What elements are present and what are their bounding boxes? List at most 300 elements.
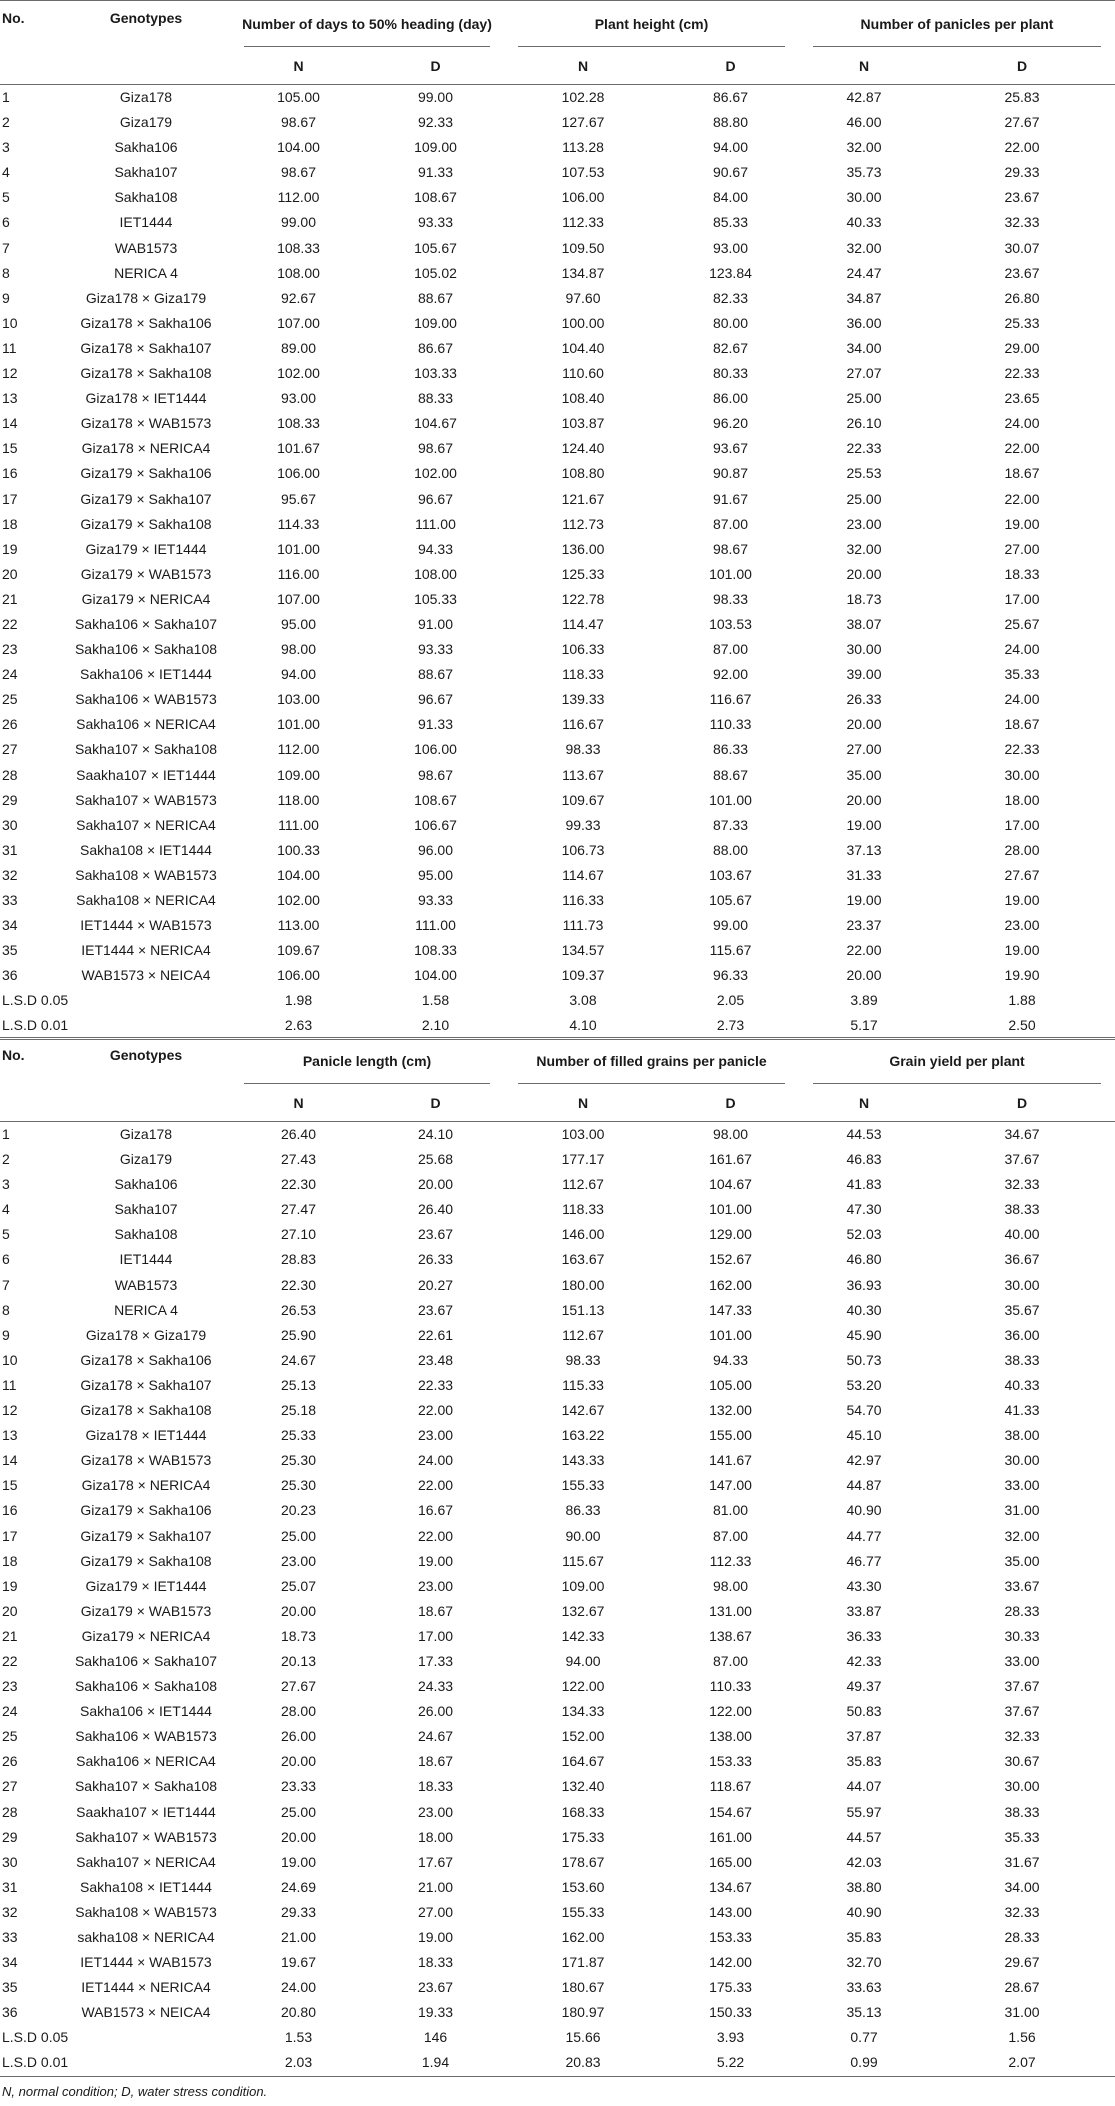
cell-value: 92.33 xyxy=(417,114,454,131)
cell-value: 86.67 xyxy=(417,339,454,356)
cell-value: 180.67 xyxy=(561,1979,605,1996)
cell-genotype: Giza178 xyxy=(119,89,173,105)
cell-value: 129.00 xyxy=(709,1226,752,1243)
cell-value: 102.00 xyxy=(277,365,320,382)
table-yield-traits-part1 xyxy=(0,0,1115,1040)
cell-value: 125.33 xyxy=(561,565,605,582)
cell-value: 168.33 xyxy=(561,1803,605,1820)
cell-value: 35.00 xyxy=(846,766,882,783)
cell-value: 152.00 xyxy=(561,1728,605,1745)
cell-genotype: Sakha108 xyxy=(114,1226,178,1243)
cell-value: 31.67 xyxy=(1004,1853,1040,1870)
cell-value: 35.67 xyxy=(1004,1301,1040,1318)
cell-value: 162.00 xyxy=(709,1276,752,1293)
cell-value: 33.67 xyxy=(1004,1577,1040,1594)
table-row xyxy=(0,1649,1115,1674)
column-group-label: Number of filled grains per panicle xyxy=(536,1053,767,1069)
table-row xyxy=(0,963,1115,988)
table-row xyxy=(0,1674,1115,1699)
cell-value: 19.00 xyxy=(846,892,882,908)
column-header-no: No. xyxy=(2,10,25,26)
table-row xyxy=(0,1498,1115,1523)
table-row xyxy=(0,637,1115,662)
cell-genotype: Sakha106 × WAB1573 xyxy=(75,691,217,708)
cell-value: 30.07 xyxy=(1004,239,1040,256)
cell-value: 93.67 xyxy=(712,440,749,457)
cell-value: 24.00 xyxy=(280,1979,317,1996)
group-underline xyxy=(244,46,490,47)
table-row xyxy=(0,988,1115,1013)
cell-value: 106.00 xyxy=(277,465,320,482)
cell-value: 46.83 xyxy=(846,1151,882,1168)
cell-value: 142.33 xyxy=(561,1627,605,1644)
cell-value: 36.00 xyxy=(846,314,882,331)
table-row xyxy=(0,1850,1115,1875)
cell-genotype: Giza179 × Sakha108 xyxy=(80,515,212,532)
cell-genotype: Giza179 xyxy=(119,1151,173,1168)
column-subheader: N xyxy=(858,1094,870,1111)
cell-value: 101.00 xyxy=(709,1201,752,1218)
cell-no: 3 xyxy=(2,1176,10,1193)
column-subheader: D xyxy=(1016,1094,1028,1111)
cell-value: 87.33 xyxy=(712,816,749,833)
cell-value: 134.87 xyxy=(561,264,605,281)
cell-value: 136.00 xyxy=(561,540,605,557)
cell-genotype: WAB1573 × NEICA4 xyxy=(81,2004,211,2021)
cell-value: 32.00 xyxy=(846,239,882,256)
cell-genotype: NERICA 4 xyxy=(114,1301,178,1318)
cell-value: 110.60 xyxy=(562,365,604,382)
cell-value: 98.67 xyxy=(417,766,454,783)
cell-value: 142.67 xyxy=(561,1402,605,1419)
cell-value: 26.00 xyxy=(280,1728,317,1745)
cell-value: 99.00 xyxy=(417,89,454,105)
cell-value: 44.77 xyxy=(846,1527,882,1544)
cell-value: 107.00 xyxy=(277,314,320,331)
cell-value: 97.60 xyxy=(565,289,601,306)
cell-value: 113.00 xyxy=(277,917,320,934)
cell-no: 30 xyxy=(2,1853,18,1870)
table-row xyxy=(0,938,1115,963)
cell-no: 25 xyxy=(2,1728,18,1745)
cell-value: 19.67 xyxy=(280,1954,317,1971)
cell-value: 94.00 xyxy=(712,139,749,156)
cell-genotype: Giza179 × Sakha108 xyxy=(80,1552,212,1569)
group-underline xyxy=(518,1083,785,1084)
cell-value: 42.03 xyxy=(846,1853,882,1870)
cell-value: 35.83 xyxy=(846,1753,882,1770)
cell-no: 34 xyxy=(2,1954,18,1971)
cell-value: 98.67 xyxy=(280,114,317,131)
cell-value: 81.00 xyxy=(712,1502,749,1519)
cell-value: 21.00 xyxy=(417,1878,454,1895)
cell-no: L.S.D 0.05 xyxy=(2,2029,69,2046)
cell-value: 109.37 xyxy=(561,967,605,984)
cell-value: 32.33 xyxy=(1004,1728,1040,1745)
cell-value: 42.97 xyxy=(846,1452,882,1469)
cell-value: 38.33 xyxy=(1004,1803,1040,1820)
table-row xyxy=(0,1448,1115,1473)
cell-value: 164.67 xyxy=(561,1753,605,1770)
cell-value: 38.80 xyxy=(846,1878,882,1895)
cell-value: 35.73 xyxy=(846,164,882,181)
cell-value: 32.00 xyxy=(846,139,882,156)
cell-value: 27.07 xyxy=(846,365,882,382)
cell-value: 22.61 xyxy=(417,1326,454,1343)
cell-value: 15.66 xyxy=(565,2029,601,2046)
cell-value: 98.67 xyxy=(712,540,749,557)
cell-value: 178.67 xyxy=(561,1853,605,1870)
cell-value: 142.00 xyxy=(709,1954,752,1971)
cell-value: 26.40 xyxy=(280,1126,317,1142)
column-subheader: N xyxy=(858,57,870,74)
cell-genotype: Sakha108 × IET1444 xyxy=(80,1878,212,1895)
cell-value: 0.99 xyxy=(850,2054,878,2071)
column-group-header xyxy=(799,1038,1115,1085)
cell-value: 5.17 xyxy=(850,1017,878,1034)
table-row xyxy=(0,1624,1115,1649)
cell-value: 20.23 xyxy=(280,1502,317,1519)
cell-value: 19.33 xyxy=(417,2004,454,2021)
cell-value: 22.00 xyxy=(1004,490,1040,507)
cell-value: 163.22 xyxy=(561,1427,605,1444)
table-row xyxy=(0,210,1115,235)
cell-value: 88.33 xyxy=(417,390,454,407)
table-row xyxy=(0,2025,1115,2050)
cell-value: 162.00 xyxy=(561,1929,605,1945)
table-row xyxy=(0,1549,1115,1574)
table-row xyxy=(0,562,1115,587)
cell-value: 20.00 xyxy=(846,565,882,582)
cell-value: 134.57 xyxy=(561,942,605,959)
cell-genotype: sakha108 × NERICA4 xyxy=(77,1929,215,1945)
cell-value: 20.27 xyxy=(417,1276,454,1293)
cell-genotype: Sakha106 × IET1444 xyxy=(80,1703,212,1720)
cell-value: 43.30 xyxy=(846,1577,882,1594)
cell-value: 91.33 xyxy=(417,716,454,733)
cell-value: 23.65 xyxy=(1004,390,1040,407)
cell-no: 6 xyxy=(2,1251,10,1268)
table-row xyxy=(0,1172,1115,1197)
table-row xyxy=(0,1298,1115,1323)
cell-value: 36.33 xyxy=(846,1627,882,1644)
cell-value: 153.60 xyxy=(561,1878,605,1895)
cell-value: 53.20 xyxy=(846,1376,882,1393)
cell-value: 1.88 xyxy=(1008,992,1036,1009)
cell-value: 25.00 xyxy=(846,390,882,407)
cell-value: 115.67 xyxy=(562,1552,604,1569)
cell-value: 46.77 xyxy=(846,1552,882,1569)
cell-value: 40.90 xyxy=(846,1903,882,1920)
cell-no: 20 xyxy=(2,1602,18,1619)
cell-no: 35 xyxy=(2,942,18,959)
table-row xyxy=(0,662,1115,687)
cell-no: 33 xyxy=(2,1929,18,1945)
cell-value: 30.00 xyxy=(1004,1452,1040,1469)
cell-genotype: Giza178 × IET1444 xyxy=(85,1427,207,1444)
cell-genotype: Sakha106 × Sakha107 xyxy=(74,615,218,632)
cell-value: 132.00 xyxy=(709,1402,752,1419)
cell-value: 26.00 xyxy=(417,1703,454,1720)
cell-value: 17.33 xyxy=(417,1652,454,1669)
cell-value: 134.67 xyxy=(709,1878,752,1895)
cell-value: 30.00 xyxy=(846,189,882,206)
cell-value: 2.03 xyxy=(284,2054,313,2071)
cell-value: 103.87 xyxy=(561,415,605,432)
cell-value: 122.00 xyxy=(709,1703,752,1720)
cell-genotype: Sakha106 × NERICA4 xyxy=(76,1753,216,1770)
cell-value: 95.00 xyxy=(280,615,317,632)
cell-value: 24.47 xyxy=(846,264,882,281)
cell-value: 151.13 xyxy=(561,1301,605,1318)
cell-genotype: Giza179 × Sakha107 xyxy=(80,490,212,507)
cell-genotype: Sakha107 xyxy=(114,1201,178,1218)
cell-value: 1.56 xyxy=(1008,2029,1036,2046)
cell-value: 108.33 xyxy=(277,415,320,432)
cell-value: 22.33 xyxy=(1004,741,1040,758)
table-row xyxy=(0,1599,1115,1624)
cell-genotype: Sakha108 × IET1444 xyxy=(80,841,212,858)
cell-no: 13 xyxy=(2,390,18,407)
cell-value: 27.43 xyxy=(280,1151,317,1168)
cell-value: 98.33 xyxy=(565,741,601,758)
cell-no: 28 xyxy=(2,766,18,783)
cell-no: 9 xyxy=(2,1326,10,1343)
cell-no: 32 xyxy=(2,1903,18,1920)
table-row xyxy=(0,1423,1115,1448)
cell-value: 103.00 xyxy=(561,1126,605,1142)
cell-value: 45.10 xyxy=(846,1427,882,1444)
cell-value: 118.67 xyxy=(709,1778,752,1795)
cell-value: 147.00 xyxy=(709,1477,752,1494)
cell-genotype: Sakha107 xyxy=(114,164,178,181)
column-group-label: Panicle length (cm) xyxy=(302,1053,432,1069)
cell-genotype: IET1444 × WAB1573 xyxy=(80,1954,212,1971)
cell-genotype: Giza178 × Sakha106 xyxy=(80,1351,212,1368)
cell-value: 1.53 xyxy=(284,2029,313,2046)
cell-value: 152.67 xyxy=(709,1251,752,1268)
cell-value: 111.73 xyxy=(562,917,604,934)
cell-value: 105.00 xyxy=(709,1376,752,1393)
cell-genotype: IET1444 × NERICA4 xyxy=(81,1979,211,1996)
cell-value: 105.33 xyxy=(414,590,457,607)
cell-value: 19.00 xyxy=(1004,942,1040,959)
cell-no: 12 xyxy=(2,1402,18,1419)
table-row xyxy=(0,411,1115,436)
cell-value: 19.00 xyxy=(1004,515,1040,532)
cell-value: 42.33 xyxy=(846,1652,882,1669)
cell-genotype: Sakha108 × WAB1573 xyxy=(75,866,217,883)
cell-value: 180.00 xyxy=(561,1276,605,1293)
column-group-label: Plant height (cm) xyxy=(594,16,709,32)
table-row xyxy=(0,1247,1115,1272)
cell-value: 50.73 xyxy=(846,1351,882,1368)
cell-value: 30.67 xyxy=(1004,1753,1040,1770)
cell-genotype: Saakha107 × IET1444 xyxy=(76,766,216,783)
cell-value: 28.33 xyxy=(1004,1602,1040,1619)
cell-value: 32.33 xyxy=(1004,1903,1040,1920)
cell-value: 23.67 xyxy=(417,1979,454,1996)
cell-genotype: Giza179 × Sakha106 xyxy=(80,1502,212,1519)
cell-value: 21.00 xyxy=(280,1929,317,1945)
cell-genotype: Sakha107 × NERICA4 xyxy=(76,816,216,833)
cell-value: 105.00 xyxy=(277,89,320,105)
cell-value: 98.67 xyxy=(417,440,454,457)
table-row xyxy=(0,1473,1115,1498)
cell-value: 101.00 xyxy=(709,565,752,582)
cell-value: 146.00 xyxy=(561,1226,605,1243)
cell-value: 20.83 xyxy=(565,2054,601,2071)
cell-genotype: Sakha108 × WAB1573 xyxy=(75,1903,217,1920)
cell-value: 108.00 xyxy=(414,565,457,582)
cell-value: 19.00 xyxy=(846,816,882,833)
cell-value: 3.08 xyxy=(569,992,597,1009)
cell-value: 29.33 xyxy=(1004,164,1040,181)
cell-value: 101.00 xyxy=(709,791,752,808)
cell-value: 114.33 xyxy=(277,515,320,532)
table-row xyxy=(0,788,1115,813)
table-row xyxy=(0,1975,1115,2000)
table-row xyxy=(0,1574,1115,1599)
cell-value: 121.67 xyxy=(561,490,605,507)
cell-no: 27 xyxy=(2,1778,18,1795)
cell-value: 45.90 xyxy=(846,1326,882,1343)
cell-value: 38.00 xyxy=(1004,1427,1040,1444)
cell-value: 20.00 xyxy=(846,716,882,733)
cell-no: 18 xyxy=(2,1552,18,1569)
cell-value: 100.33 xyxy=(277,841,320,858)
table-row xyxy=(0,1825,1115,1850)
cell-no: 7 xyxy=(2,1276,10,1293)
cell-value: 36.00 xyxy=(1004,1326,1040,1343)
table-row xyxy=(0,1925,1115,1950)
cell-genotype: Sakha107 × WAB1573 xyxy=(75,1828,217,1845)
cell-genotype: Sakha107 × NERICA4 xyxy=(76,1853,216,1870)
cell-value: 118.33 xyxy=(562,1201,604,1218)
cell-value: 17.00 xyxy=(1004,816,1040,833)
cell-value: 93.00 xyxy=(712,239,749,256)
cell-no: L.S.D 0.01 xyxy=(2,2054,69,2071)
cell-genotype: WAB1573 xyxy=(114,1276,178,1293)
cell-value: 22.00 xyxy=(1004,440,1040,457)
cell-value: 20.13 xyxy=(280,1652,317,1669)
cell-value: 33.87 xyxy=(846,1602,882,1619)
cell-value: 102.00 xyxy=(414,465,457,482)
cell-genotype: Giza178 × Giza179 xyxy=(85,1326,207,1343)
table-row xyxy=(0,1197,1115,1222)
cell-value: 88.00 xyxy=(712,841,749,858)
cell-no: 21 xyxy=(2,1627,18,1644)
cell-value: 103.53 xyxy=(709,615,752,632)
cell-value: 112.73 xyxy=(562,515,604,532)
cell-value: 31.00 xyxy=(1004,2004,1040,2021)
cell-value: 161.00 xyxy=(709,1828,752,1845)
cell-value: 94.33 xyxy=(417,540,454,557)
cell-value: 104.00 xyxy=(277,866,320,883)
cell-value: 115.67 xyxy=(709,942,752,959)
cell-genotype: Giza178 × WAB1573 xyxy=(80,1452,212,1469)
cell-no: 14 xyxy=(2,415,18,432)
cell-value: 112.33 xyxy=(709,1552,752,1569)
cell-value: 88.67 xyxy=(417,666,454,683)
cell-value: 2.73 xyxy=(716,1017,745,1034)
cell-value: 32.00 xyxy=(846,540,882,557)
column-subheader: N xyxy=(577,1094,589,1111)
cell-no: 31 xyxy=(2,1878,18,1895)
cell-value: 116.67 xyxy=(709,691,752,708)
cell-value: 22.00 xyxy=(1004,139,1040,156)
cell-value: 103.00 xyxy=(277,691,320,708)
cell-no: 23 xyxy=(2,641,18,658)
cell-value: 115.33 xyxy=(562,1376,604,1393)
cell-value: 16.67 xyxy=(417,1502,454,1519)
cell-genotype: Giza178 × NERICA4 xyxy=(81,1477,211,1494)
cell-value: 17.00 xyxy=(1004,590,1040,607)
cell-value: 138.67 xyxy=(709,1627,752,1644)
cell-value: 118.00 xyxy=(277,791,320,808)
cell-value: 30.00 xyxy=(1004,1276,1040,1293)
cell-value: 96.33 xyxy=(712,967,749,984)
cell-value: 88.67 xyxy=(712,766,749,783)
cell-value: 101.00 xyxy=(277,540,320,557)
cell-value: 89.00 xyxy=(280,339,317,356)
table-row xyxy=(0,185,1115,210)
column-subheader: N xyxy=(577,57,589,74)
cell-value: 37.13 xyxy=(846,841,882,858)
cell-value: 105.67 xyxy=(414,239,457,256)
cell-no: 17 xyxy=(2,1527,18,1544)
cell-value: 54.70 xyxy=(846,1402,882,1419)
cell-value: 108.40 xyxy=(561,390,605,407)
table-row xyxy=(0,436,1115,461)
cell-value: 141.67 xyxy=(709,1452,752,1469)
cell-value: 123.84 xyxy=(709,264,752,281)
cell-genotype: Sakha107 × WAB1573 xyxy=(75,791,217,808)
cell-value: 17.67 xyxy=(417,1853,454,1870)
cell-value: 36.93 xyxy=(846,1276,882,1293)
cell-genotype: Sakha106 xyxy=(114,1176,178,1193)
cell-value: 19.00 xyxy=(280,1853,317,1870)
cell-value: 18.73 xyxy=(846,590,882,607)
cell-value: 38.07 xyxy=(846,615,882,632)
cell-value: 87.00 xyxy=(712,515,749,532)
cell-value: 87.00 xyxy=(712,641,749,658)
cell-value: 24.67 xyxy=(417,1728,454,1745)
cell-value: 39.00 xyxy=(846,666,882,683)
cell-value: 94.00 xyxy=(565,1652,601,1669)
cell-no: 8 xyxy=(2,1301,10,1318)
table-row xyxy=(0,110,1115,135)
table-row xyxy=(0,1749,1115,1774)
cell-value: 41.33 xyxy=(1004,1402,1040,1419)
cell-value: 40.90 xyxy=(846,1502,882,1519)
cell-value: 32.00 xyxy=(1004,1527,1040,1544)
cell-value: 102.28 xyxy=(561,89,605,105)
cell-value: 25.83 xyxy=(1004,89,1040,105)
cell-value: 103.33 xyxy=(414,365,457,382)
table-row xyxy=(0,1774,1115,1799)
cell-value: 30.00 xyxy=(1004,1778,1040,1795)
cell-value: 24.00 xyxy=(1004,415,1040,432)
cell-value: 91.33 xyxy=(417,164,454,181)
cell-value: 93.33 xyxy=(417,641,454,658)
cell-value: 20.00 xyxy=(280,1828,317,1845)
cell-value: 131.00 xyxy=(709,1602,752,1619)
cell-value: 86.67 xyxy=(712,89,749,105)
cell-value: 25.67 xyxy=(1004,615,1040,632)
table-row xyxy=(0,135,1115,160)
cell-no: 31 xyxy=(2,841,18,858)
